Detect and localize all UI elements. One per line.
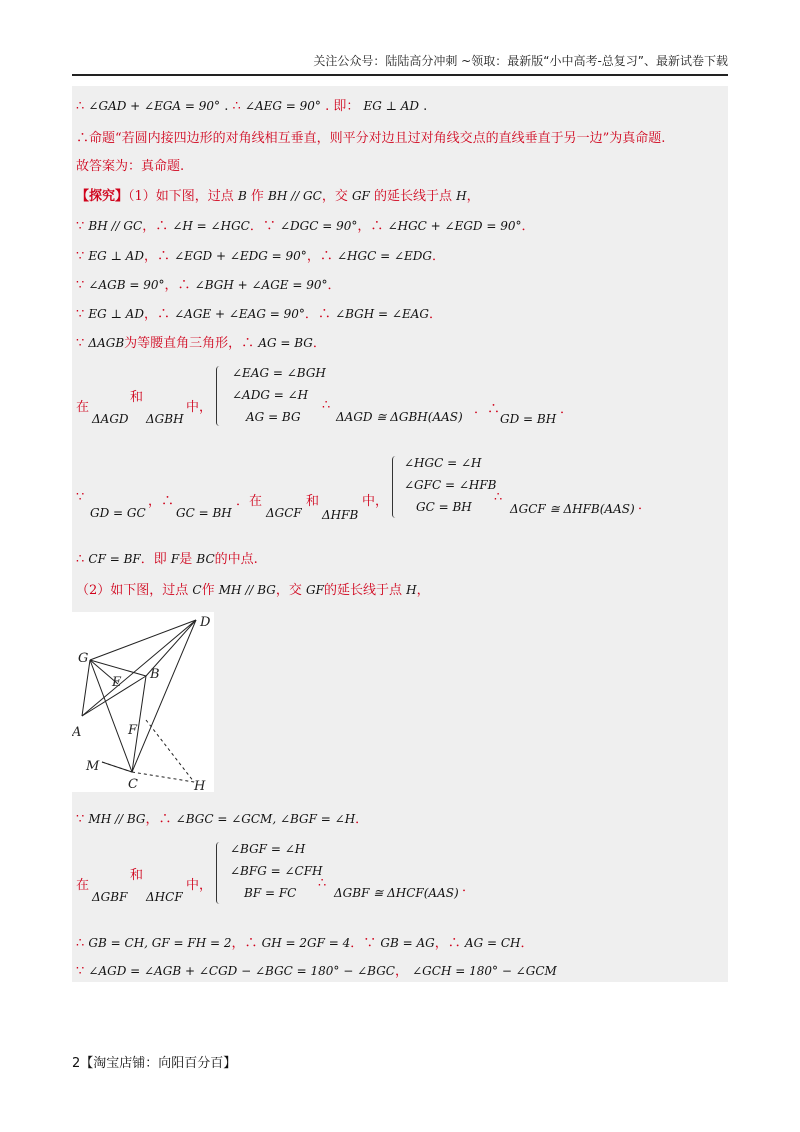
triangle-label: ΔGCF — [266, 506, 302, 520]
math-expr: MH // BG — [218, 583, 276, 597]
therefore-symbol: ∴ — [322, 398, 331, 413]
brace — [392, 456, 399, 518]
text-fragment: ，∴ — [142, 219, 169, 234]
math-expr: GF — [351, 189, 370, 203]
line-5 — [76, 217, 535, 236]
math-expr: ∠GCH = 180° − ∠GCM — [412, 964, 557, 978]
line-6 — [76, 247, 445, 266]
therefore-symbol: ∴ — [318, 876, 327, 891]
text-fragment: ，∴ — [357, 219, 384, 234]
equation: ∠GFC = ∠HFB — [404, 478, 497, 492]
text-fragment: 为等腰直角三角形，∴ — [124, 336, 255, 351]
math-expr: GC = BH — [176, 506, 232, 520]
text-fragment: ，∴ — [143, 307, 170, 322]
text-fragment: ．∵ — [249, 219, 276, 234]
because-symbol: ∵ — [76, 278, 85, 293]
math-expr: ∠HGC + ∠EGD = 90° — [387, 219, 522, 233]
equation-system — [232, 362, 326, 428]
line-7 — [76, 276, 341, 295]
footer-text: 2【淘宝店铺：向阳百分百】 — [72, 1056, 237, 1071]
because-symbol: ∵ — [76, 336, 85, 351]
text-fragment: ，∴ — [143, 249, 170, 264]
text-fragment: ．在 — [236, 494, 263, 509]
equation: ∠BGF = ∠H — [230, 842, 306, 856]
math-expr: GB = CH, GF = FH = 2 — [88, 936, 232, 950]
text-fragment: ． — [431, 249, 445, 264]
text-fragment: ，∴ — [145, 812, 172, 827]
text-fragment: ． — [428, 307, 442, 322]
text-fragment: 的延长线于点 — [369, 189, 453, 204]
text-fragment: ． — [521, 219, 535, 234]
math-expr: BH // GC — [268, 189, 322, 203]
point-label: C — [192, 583, 202, 597]
math-expr: GD = GC — [90, 506, 146, 520]
label-h: H — [194, 779, 206, 792]
label-a: A — [72, 725, 82, 740]
because-symbol: ∵ — [76, 964, 85, 979]
math-expr: ∠H = ∠HGC — [172, 219, 250, 233]
label-g: G — [78, 651, 89, 666]
math-expr: GD = BH — [500, 412, 557, 426]
triangle-label: ΔHCF — [146, 890, 183, 904]
math-expr: ∠AGE + ∠EAG = 90° — [174, 307, 305, 321]
text-fragment: ， — [416, 583, 430, 598]
math-expr: ΔAGB — [88, 336, 125, 350]
therefore-symbol: ∴ — [76, 552, 85, 567]
line-16 — [76, 934, 534, 953]
math-expr: ∠AGB = 90° — [88, 278, 165, 292]
therefore-symbol: ∴ — [232, 99, 241, 114]
triangle-label: ΔHFB — [322, 508, 359, 522]
equation: ∠BFG = ∠CFH — [230, 864, 323, 878]
math-expr: ∠BGH + ∠AGE = 90° — [194, 278, 328, 292]
math-expr: ΔAGD ≅ ΔGBH(AAS) — [336, 410, 463, 424]
section-tag: 【探究】 — [76, 189, 129, 204]
math-expr: ∠HGC = ∠EDG — [336, 249, 432, 263]
text-fragment: ，交 — [321, 189, 348, 204]
because-symbol: ∵ — [76, 307, 85, 322]
equation-system — [404, 452, 497, 518]
text-fragment: ， — [394, 964, 408, 979]
triangle-label: ΔGBH — [146, 412, 184, 426]
text-fragment: ． — [327, 278, 341, 293]
text-fragment: 中， — [186, 400, 213, 415]
text-fragment: ．即 — [140, 552, 167, 567]
equation: ∠HGC = ∠H — [404, 456, 482, 470]
point-label: H — [406, 583, 417, 597]
text-fragment: 中， — [362, 494, 389, 509]
text-fragment: ． — [462, 880, 476, 895]
math-expr: GH = 2GF = 4 — [261, 936, 351, 950]
point-label: H — [456, 189, 467, 203]
geometry-figure — [72, 612, 214, 792]
therefore-symbol: ∴ — [76, 99, 85, 114]
page-footer — [72, 1052, 236, 1071]
math-expr: ∠BGH = ∠EAG — [335, 307, 429, 321]
text-fragment: 作 — [246, 189, 264, 204]
text-fragment: ，∴ — [148, 494, 175, 509]
triangle-label: ΔAGD — [92, 412, 129, 426]
point-label: B — [237, 189, 247, 203]
geometry-diagram — [72, 612, 214, 792]
equation: AG = BG — [246, 410, 301, 424]
math-expr: ∠AGD = ∠AGB + ∠CGD − ∠BGC = 180° − ∠BGC — [88, 964, 395, 978]
text-fragment: 和 — [130, 390, 144, 405]
text-fragment: 和 — [130, 868, 144, 883]
triangle-label: ΔGBF — [92, 890, 128, 904]
text-fragment: ，∴ — [164, 278, 191, 293]
text-fragment: 是 — [179, 552, 193, 567]
math-expr: ∠DGC = 90° — [280, 219, 358, 233]
label-e: E — [112, 675, 122, 690]
line-13 — [76, 581, 430, 600]
because-symbol: ∵ — [76, 490, 85, 505]
equation: GC = BH — [416, 500, 472, 514]
text-fragment: ． — [638, 498, 652, 513]
point-label: F — [170, 552, 180, 566]
therefore-symbol: ∴ — [494, 490, 503, 505]
math-expr: BH // GC — [88, 219, 143, 233]
because-symbol: ∵ — [76, 812, 85, 827]
text-fragment: ， — [466, 189, 480, 204]
text-fragment: ，∴ — [434, 936, 461, 951]
label-f: F — [128, 723, 138, 738]
math-expr: EG ⊥ AD — [88, 249, 144, 263]
line-17 — [76, 962, 557, 981]
math-expr: ΔGBF ≅ ΔHCF(AAS) — [334, 886, 459, 900]
math-expr: ΔGCF ≅ ΔHFB(AAS) — [510, 502, 635, 516]
math-expr: AG = CH — [464, 936, 521, 950]
math-expr: EG ⊥ AD — [363, 99, 420, 113]
label-b: B — [150, 667, 160, 682]
math-expr: GB = AG — [380, 936, 435, 950]
line-4 — [76, 187, 480, 206]
line-9 — [76, 334, 326, 353]
text-fragment: . 即： — [325, 99, 360, 114]
math-expr: EG ⊥ AD — [88, 307, 144, 321]
equation-system — [230, 838, 323, 904]
text-fragment: ，∴ — [306, 249, 333, 264]
text-fragment: ．∴ — [474, 402, 501, 417]
text-fragment: 在 — [76, 878, 90, 893]
equation: ∠EAG = ∠BGH — [232, 366, 326, 380]
brace — [216, 366, 223, 426]
text-fragment: ．∵ — [350, 936, 377, 951]
math-expr: MH // BG — [88, 812, 146, 826]
label-d: D — [200, 615, 211, 630]
math-expr: CF = BF — [88, 552, 141, 566]
text-fragment: 的延长线于点 — [323, 583, 402, 598]
math-expr: ∠BGC = ∠GCM, ∠BGF = ∠H — [175, 812, 356, 826]
line-12 — [76, 550, 258, 569]
math-expr: BC — [196, 552, 215, 566]
separator: . — [224, 99, 233, 114]
text-fragment: ．∴ — [304, 307, 331, 322]
therefore-symbol: ∴ — [76, 936, 85, 951]
text-fragment: 作 — [201, 583, 215, 598]
text-fragment: （1）如下图，过点 — [128, 189, 234, 204]
equation: BF = FC — [244, 886, 297, 900]
text-fragment: ． — [312, 336, 326, 351]
text-fragment: 在 — [76, 400, 90, 415]
math-expr: GF — [306, 583, 324, 597]
page-header — [72, 52, 728, 76]
text-fragment: ． — [560, 402, 574, 417]
line-2: ∴命题“若圆内接四边形的对角线相互垂直，则平分对边且过对角线交点的直线垂直于另一边”为真命题. — [76, 131, 666, 146]
text-fragment: ． — [355, 812, 369, 827]
equation: ∠ADG = ∠H — [232, 388, 309, 402]
text-fragment: 的中点. — [214, 552, 258, 567]
text-fragment: ，∴ — [231, 936, 258, 951]
brace — [216, 842, 223, 904]
because-symbol: ∵ — [76, 219, 85, 234]
line-8 — [76, 305, 442, 324]
math-expr: ∠EGD + ∠EDG = 90° — [174, 249, 307, 263]
math-expr: ∠GAD + ∠EGA = 90° — [88, 99, 221, 113]
line-3: 故答案为：真命题. — [76, 159, 185, 174]
label-m: M — [86, 759, 100, 774]
text-fragment: ，交 — [275, 583, 302, 598]
header-text: 关注公众号：陆陆高分冲刺 ~领取：最新版“小中高考-总复习”、最新试卷下载 — [313, 54, 728, 68]
label-c: C — [128, 777, 138, 792]
text-fragment: ． — [520, 936, 534, 951]
text-fragment: 中， — [186, 878, 213, 893]
math-expr: ∠AEG = 90° — [244, 99, 321, 113]
text-fragment: （2）如下图，过点 — [76, 583, 189, 598]
text-fragment: 和 — [306, 494, 320, 509]
text-fragment: . — [423, 99, 428, 114]
line-14 — [76, 810, 368, 829]
because-symbol: ∵ — [76, 249, 85, 264]
math-expr: AG = BG — [258, 336, 313, 350]
line-1 — [76, 97, 427, 116]
